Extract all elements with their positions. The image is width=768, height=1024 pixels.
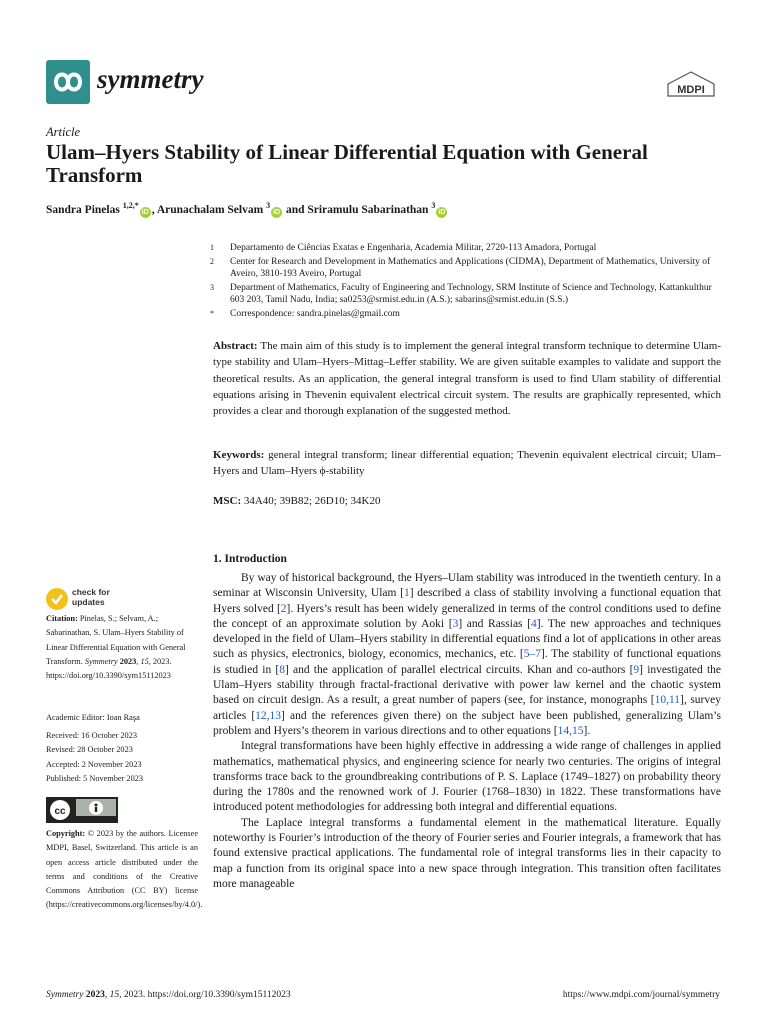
author-name[interactable]: Arunachalam Selvam [156, 203, 264, 216]
citation-volume: 15 [140, 656, 149, 666]
paragraph-text: ]. The new approaches and techniques developed in the field of Ulam–Hyers stability in differential equations find a lot of applications in other areas such as physics, electronics, biology, economics, mechanics, etc. [ [213, 617, 721, 661]
author-separator: and [285, 203, 305, 216]
abstract [213, 338, 721, 419]
affiliation-number: 3 [210, 282, 214, 292]
keywords-text: general integral transform; linear differential equation; Thevenin equivalent electrical circuit; Ulam–Hyers and Ulam–Hyers ϕ-stability [213, 449, 722, 478]
affiliation-number: 1 [210, 243, 214, 252]
symmetry-logo-icon [46, 60, 90, 104]
paragraph-text: By way of historical background, the Hyers–Ulam stability was introduced in the twentieth century. In a seminar at Wisconsin University, Ulam [ [213, 572, 721, 600]
keywords [213, 447, 721, 480]
footer-journal: Symmetry [46, 990, 84, 1000]
reference-link[interactable]: 9 [633, 663, 640, 676]
author-affiliation: 1,2,* [122, 201, 139, 210]
check-updates-icon [46, 588, 68, 610]
copyright-notice [46, 827, 203, 913]
orcid-icon[interactable]: iD [141, 208, 149, 216]
paragraph-text: ] investigated the Ulam–Hyers stability through fractal-fractional derivative with power law kernel and the chaotic system based on circuit design. As a result, a great number of papers (see, for instance, monographs [ [213, 663, 721, 707]
msc [213, 493, 721, 509]
keywords-label: Keywords: [213, 449, 265, 461]
article-type: Article [46, 125, 81, 139]
author-affiliation: 3 [266, 201, 271, 210]
reference-link[interactable]: 5–7 [523, 648, 542, 661]
abstract-label: Abstract: [213, 340, 258, 352]
journal-name: symmetry [97, 64, 204, 94]
affiliation-text: Department of Mathematics, Faculty of Engineering and Technology, SRM Institute of Science and Technology, Kattankulthur 603 203, Tamil Nadu, India; sa0253@srmist.edu.in (A.S.); sabarins@srmist.edu.in (S.S.) [230, 282, 712, 305]
footer-volume: 15 [109, 990, 120, 1000]
affiliation-text: Departamento de Ciências Exatas e Engenharia, Academia Militar, 2720-113 Amadora, Portugal [230, 243, 597, 253]
abstract-text: The main aim of this study is to implement the general integral transform technique to determine Ulam-type stability and Ulam–Hyers–Mittag–Leffer stability. We are given suitable examples to validate and support the theoretical results. As an application, the general integral transform is used to find Ulam stability of differential equations arising in Thevenin equivalent electrical circuit system. The results are graphically represented, which provides a clear and thorough explanation of the suggested method. [213, 340, 721, 418]
paragraph-text: ]. Hyers’s result has been widely generalized in terms of the control conditions used to define the concept of an approximate solution by Aoki [ [213, 602, 721, 630]
paragraph-text: ], survey articles [ [213, 694, 721, 722]
published-date: Published: 5 November 2023 [46, 773, 144, 783]
cc-by-license-badge[interactable] [46, 797, 118, 823]
orcid-icon[interactable]: iD [438, 208, 446, 216]
copyright-label: Copyright: [46, 829, 86, 838]
check-for-updates-button[interactable] [46, 588, 156, 612]
affiliation-text: Correspondence: sandra.pinelas@gmail.com [230, 308, 400, 319]
paragraph-text: ] and the application of parallel electrical circuits. Khan and co-authors [ [284, 663, 634, 676]
academic-editor: Academic Editor: Ioan Raşa [46, 713, 140, 722]
reference-link[interactable]: 12,13 [255, 709, 282, 722]
msc-label: MSC: [213, 495, 242, 507]
footer-citation: Symmetry 2023, 15, 2023. https://doi.org/10.3390/sym15112023 [46, 990, 291, 1000]
citation-label: Citation: [46, 614, 78, 623]
affiliation-number: 2 [210, 256, 214, 266]
reference-link[interactable]: 1 [403, 587, 410, 600]
reference-link[interactable]: 8 [279, 663, 285, 676]
check-updates-line: check for [72, 587, 110, 597]
paragraph: Integral transformations have been highly effective in addressing a wide range of challenges in applied mathematics, mathematical physics, and engineering science for nearly two centuries. The origins of integral transforms trace back to the groundbreaking contributions of P. S. Laplace (1749–1827) on probability theory during the 1780s and the renowned work of J. Fourier (1768–1830) in 1822. These transformations have introduced potent methodologies for addressing both integral and differential equations. [213, 740, 721, 814]
citation-doi[interactable]: , 2023. https://doi.org/10.3390/sym15112023 [46, 656, 172, 681]
affiliation-number: * [210, 308, 214, 318]
reference-link[interactable]: 4 [531, 617, 537, 630]
paragraph-text: ]. [583, 724, 591, 737]
mdpi-logo [664, 70, 718, 100]
paragraph-text: ] and Rassias [ [458, 617, 532, 630]
article-title: Ulam–Hyers Stability of Linear Differential Equation with General Transform [46, 140, 648, 187]
author-separator: , [151, 203, 155, 216]
accepted-date: Accepted: 2 November 2023 [46, 759, 142, 769]
footer-year: 2023 [85, 990, 105, 1000]
reference-link[interactable]: 14,15 [557, 724, 584, 737]
check-updates-label [72, 588, 110, 607]
paragraph: The Laplace integral transforms a fundamental element in the mathematical literature. Equally noteworthy is Fourier’s introduction of the theory of Fourier series and Fourier integrals, a framework that has found extensive practical applications. The fundamental role of integral transforms lies in their capacity to map a function from its original space into a new space through integration. This transition often facilitates more manageable [213, 816, 721, 890]
reference-link[interactable]: 10,11 [654, 694, 681, 707]
affiliation-item [210, 308, 725, 321]
footer-journal-url[interactable]: https://www.mdpi.com/journal/symmetry [562, 990, 720, 1000]
citation: Citation: Pinelas, S.; Selvam, A.; Sabarinathan, S. Ulam–Hyers Stability of Linear Differential Equation with General Transform. Symmetry 2023, 15, 2023. https://doi.org/10.3390/sym15112023 [46, 614, 186, 681]
affiliation-item [210, 256, 725, 281]
author-list [46, 201, 448, 218]
mdpi-logo-text: MDPI [677, 84, 705, 96]
affiliation-item [210, 282, 725, 307]
msc-text: 34A40; 39B82; 26D10; 34K20 [243, 495, 381, 507]
paragraph-text: ]. The stability of functional equations is studied in [ [213, 648, 721, 676]
introduction-body [213, 571, 721, 892]
citation-text: Pinelas, S.; Selvam, A.; Sabarinathan, S. Ulam–Hyers Stability of Linear Differential Equation with General Transform. [46, 614, 186, 666]
article-dates [46, 729, 198, 786]
section-heading: 1. Introduction [213, 553, 287, 565]
paragraph-text: ] described a class of stability involving a functional equation that Hyers solved [ [213, 587, 721, 615]
reference-link[interactable]: 2 [280, 602, 287, 615]
affiliation-item [210, 242, 725, 255]
orcid-icon[interactable]: iD [273, 208, 281, 216]
author-name[interactable]: Sriramulu Sabarinathan [307, 203, 429, 216]
reference-link[interactable]: 3 [452, 617, 459, 630]
footer-doi[interactable]: , 2023. https://doi.org/10.3390/sym15112023 [119, 990, 291, 1000]
received-date: Received: 16 October 2023 [46, 731, 138, 740]
revised-date: Revised: 28 October 2023 [46, 745, 133, 755]
citation-journal: Symmetry [84, 656, 118, 666]
affiliation-text: Center for Research and Development in Mathematics and Applications (CIDMA), Department of Mathematics, University of Aveiro, 3810-193 Aveiro, Portugal [230, 256, 711, 279]
author-name[interactable]: Sandra Pinelas [46, 203, 120, 216]
affiliations [210, 242, 725, 321]
citation-year: 2023 [119, 656, 137, 666]
author-affiliation: 3 [431, 201, 436, 210]
copyright-text: © 2023 by the authors. Licensee MDPI, Basel, Switzerland. This article is an open access article distributed under the terms and conditions of the Creative Commons Attribution (CC BY) license (https://creativecommons.org/licenses/by/4.0/). [46, 829, 203, 910]
paragraph-text: ] and the references given there) on the subject have been published, generalizing Ulam’s problem and Hyers’s theorem in various directions and to other equations [ [213, 709, 721, 737]
paragraph [213, 571, 721, 739]
svg-text:cc: cc [54, 806, 66, 817]
check-updates-line: updates [72, 596, 105, 607]
